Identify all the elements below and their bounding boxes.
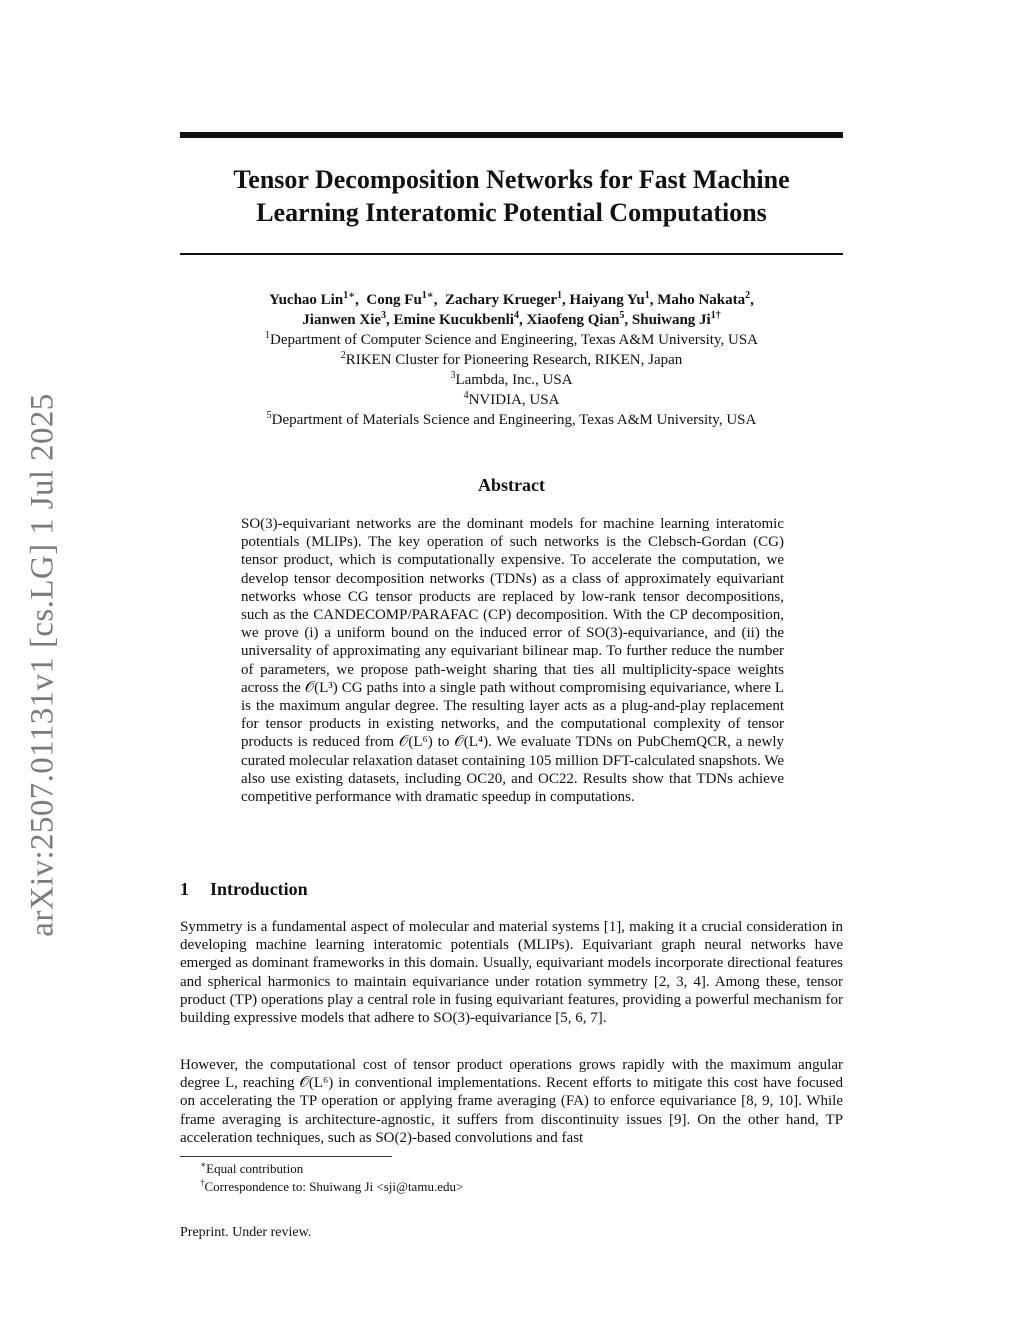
footnote-correspondence (200, 1178, 820, 1196)
title-line-2: Learning Interatomic Potential Computations (256, 198, 767, 227)
author-name: Cong Fu (366, 292, 422, 308)
footnote-equal-contribution (200, 1160, 820, 1178)
intro-paragraph-2: However, the computational cost of tensor product operations grows rapidly with the maximum angular degree L, reaching 𝒪(L⁶) in conventional implementations. Recent efforts to mitigate this cost have focused on accelerating the TP operation or applying frame averaging (FA) to enforce equivariance [8, 9, 10]. While frame averaging is architecture-agnostic, it suffers from discontinuity issues [9]. On the other hand, TP acceleration techniques, such as SO(2)-based convolutions and fast (180, 1057, 843, 1146)
title-rule-bottom (180, 253, 843, 255)
arxiv-sidebar (18, 385, 68, 945)
affiliation-text: NVIDIA, USA (468, 392, 560, 408)
arxiv-identifier: arXiv:2507.01131v1 [cs.LG] 1 Jul 2025 (24, 393, 61, 937)
author-affil-mark: 1† (710, 310, 721, 321)
author-affil-mark: 1∗ (343, 290, 356, 301)
author-name: Zachary Krueger (444, 292, 558, 308)
affiliation (180, 390, 843, 410)
abstract-text: SO(3)-equivariant networks are the dominant models for machine learning interatomic potentials (MLIPs). The key operation of such networks is the Clebsch-Gordan (CG) tensor product, which is computationally expensive. To accelerate the computation, we develop tensor decomposition networks (TDNs) as a class of approximately equivariant networks whose CG tensor products are replaced by low-rank tensor decompositions, such as the CANDECOMP/PARAFAC (CP) decomposition. With the CP decomposition, we prove (i) a uniform bound on the induced error of SO(3)-equivariance, and (ii) the universality of approximating any equivariant bilinear map. To further reduce the number of parameters, we propose path-weight sharing that ties all multiplicity-space weights across the 𝒪(L³) CG paths into a single path without compromising equivariance, where L is the maximum angular degree. The resulting layer acts as a plug-and-play replacement for tensor products in existing networks, and the computational complexity of tensor products is reduced from 𝒪(L⁶) to 𝒪(L⁴). We evaluate TDNs on PubChemQCR, a newly curated molecular relaxation dataset containing 105 million DFT-calculated snapshots. We also use existing datasets, including OC20, and OC22. Results show that TDNs achieve competitive performance with dramatic speedup in computations. (241, 516, 784, 806)
author-names-line-1: Yuchao Lin$^{1∗}$, Cong $Fu^{1∗}$, Zachary Krueger$^1$, Haiyang Yu$^1$, Maho Nakata$^2$, (269, 290, 754, 308)
author-names-line-2: Jianwen Xie$^3$, Emine Kucukbenli$^4$, Xiaofeng Qian$^5$, Shuiwang $Ji^{1\dagger}$ (302, 310, 721, 328)
author-name: Haiyang Yu (569, 292, 645, 308)
author-affil-mark: 3 (381, 310, 387, 321)
affiliation (180, 370, 843, 390)
affiliation-text: Department of Computer Science and Engineering, Texas A&M University, USA (269, 332, 758, 348)
intro-paragraph-1: Symmetry is a fundamental aspect of molecular and material systems [1], making it a crucial consideration in developing machine learning interatomic potentials (MLIPs). Equivariant graph neural networks have emerged as dominant frameworks in this domain. Usually, equivariant models incorporate directional features and spherical harmonics to maintain equivariance under rotation symmetry [2, 3, 4]. Among these, tensor product (TP) operations play a central role in fusing equivariant features, providing a powerful mechanism for building expressive models that adhere to SO(3)-equivariance [5, 6, 7]. (180, 919, 843, 1027)
section-heading-introduction (180, 877, 843, 901)
section-title: Introduction (210, 879, 308, 899)
footnote-rule (180, 1156, 392, 1157)
footnote-text: Equal contribution (206, 1161, 304, 1176)
author-affil-mark: 1 (557, 290, 563, 301)
author-name: Xiaofeng Qian (526, 312, 620, 328)
affiliation-text: Lambda, Inc., USA (455, 372, 573, 388)
affiliation (180, 350, 843, 370)
footnote-mark: ∗ (200, 1159, 207, 1170)
author-name: Emine Kucukbenli (393, 312, 514, 328)
paper-title (180, 163, 843, 229)
author-affil-mark: 1∗ (421, 290, 434, 301)
footnotes (200, 1160, 820, 1196)
affiliation-number: 2 (340, 350, 346, 361)
affiliation (180, 330, 843, 350)
affiliation-number: 4 (463, 390, 469, 401)
author-affil-mark: 1 (644, 290, 650, 301)
abstract-heading: Abstract (478, 475, 545, 495)
title-line-1: Tensor Decomposition Networks for Fast Machine (233, 165, 790, 194)
affiliation-number: 3 (450, 370, 456, 381)
footnote-mark: † (200, 1177, 205, 1188)
author-name: Maho Nakata (657, 292, 746, 308)
author-name: Yuchao Lin (269, 292, 344, 308)
title-rule-top (180, 132, 843, 138)
affiliation (180, 410, 843, 430)
preprint-note: Preprint. Under review. (180, 1225, 312, 1240)
affiliation-text: RIKEN Cluster for Pioneering Research, RIKEN, Japan (345, 352, 683, 368)
affiliation-text: Department of Materials Science and Engineering, Texas A&M University, USA (271, 412, 757, 428)
author-block (180, 290, 843, 430)
author-name: Jianwen Xie (302, 312, 382, 328)
author-affil-mark: 2 (745, 290, 751, 301)
footnote-text: Correspondence to: Shuiwang Ji <sji@tamu.edu> (204, 1179, 464, 1194)
author-affil-mark: 5 (619, 310, 625, 321)
section-number: 1 (180, 879, 189, 899)
author-affil-mark: 4 (513, 310, 519, 321)
author-name: Shuiwang Ji (631, 312, 711, 328)
affiliation-number: 5 (266, 410, 272, 421)
affiliation-number: 1 (264, 330, 270, 341)
